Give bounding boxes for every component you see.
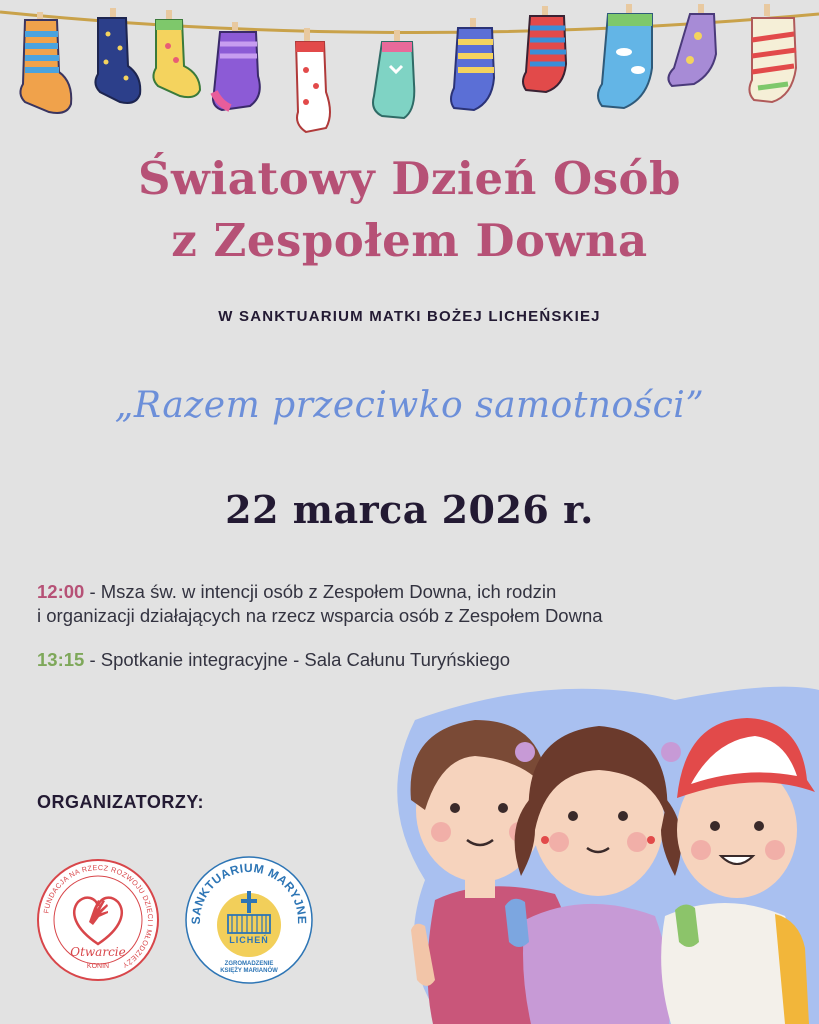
sock-garland-illustration — [0, 0, 819, 150]
event-venue: W SANKTUARIUM MATKI BOŻEJ LICHEŃSKIEJ — [218, 308, 601, 325]
foundation-script-name: Otwarcie — [70, 945, 126, 959]
event-title-line2: z Zespołem Downa — [171, 214, 648, 267]
organizers-label: ORGANIZATORZY: — [37, 792, 204, 812]
sock-icon — [20, 12, 71, 113]
sanctuary-logo — [184, 855, 314, 985]
schedule-item-line — [37, 648, 797, 672]
schedule-description-continued: i organizacji działających na rzecz wsparcia osób z Zespołem Downa — [37, 605, 603, 626]
sock-icon — [153, 10, 200, 97]
sanctuary-place: LICHEŃ — [229, 935, 269, 945]
schedule-description: - Spotkanie integracyjne - Sala Całunu Turyńskiego — [84, 649, 511, 670]
children-illustration — [355, 680, 819, 1024]
schedule-description: - Msza św. w intencji osób z Zespołem Downa, ich rodzin — [84, 581, 557, 602]
sock-icon — [373, 30, 414, 118]
event-title-line1: Światowy Dzień Osób — [137, 152, 682, 205]
schedule-time: 13:15 — [37, 649, 85, 670]
foundation-ring-text: FUNDACJA NA RZECZ ROZWOJU DZIECI I MŁODZIEŻY — [41, 862, 156, 971]
sock-icon — [749, 4, 796, 102]
sock-icon — [213, 22, 260, 110]
sock-icon — [296, 28, 330, 132]
sanctuary-arc-text: SANKTUARIUM MARYJNE — [188, 860, 310, 925]
sock-icon — [598, 4, 652, 108]
sock-icon — [451, 18, 494, 110]
schedule-item — [37, 580, 797, 628]
event-schedule — [37, 580, 797, 692]
sanctuary-marians: KSIĘŻY MARIANÓW — [220, 968, 278, 974]
sock-icon — [668, 4, 716, 86]
event-motto: „Razem przeciwko samotności” — [114, 385, 705, 426]
schedule-item — [37, 648, 797, 672]
schedule-item-line — [37, 580, 797, 604]
foundation-city: KONIN — [86, 963, 110, 970]
sock-icon — [523, 6, 566, 92]
schedule-time: 12:00 — [37, 581, 85, 602]
event-title — [0, 148, 819, 272]
foundation-logo — [36, 858, 160, 982]
sanctuary-congregation: ZGROMADZENIE — [224, 961, 274, 967]
event-date: 22 marca 2026 r. — [225, 487, 594, 532]
